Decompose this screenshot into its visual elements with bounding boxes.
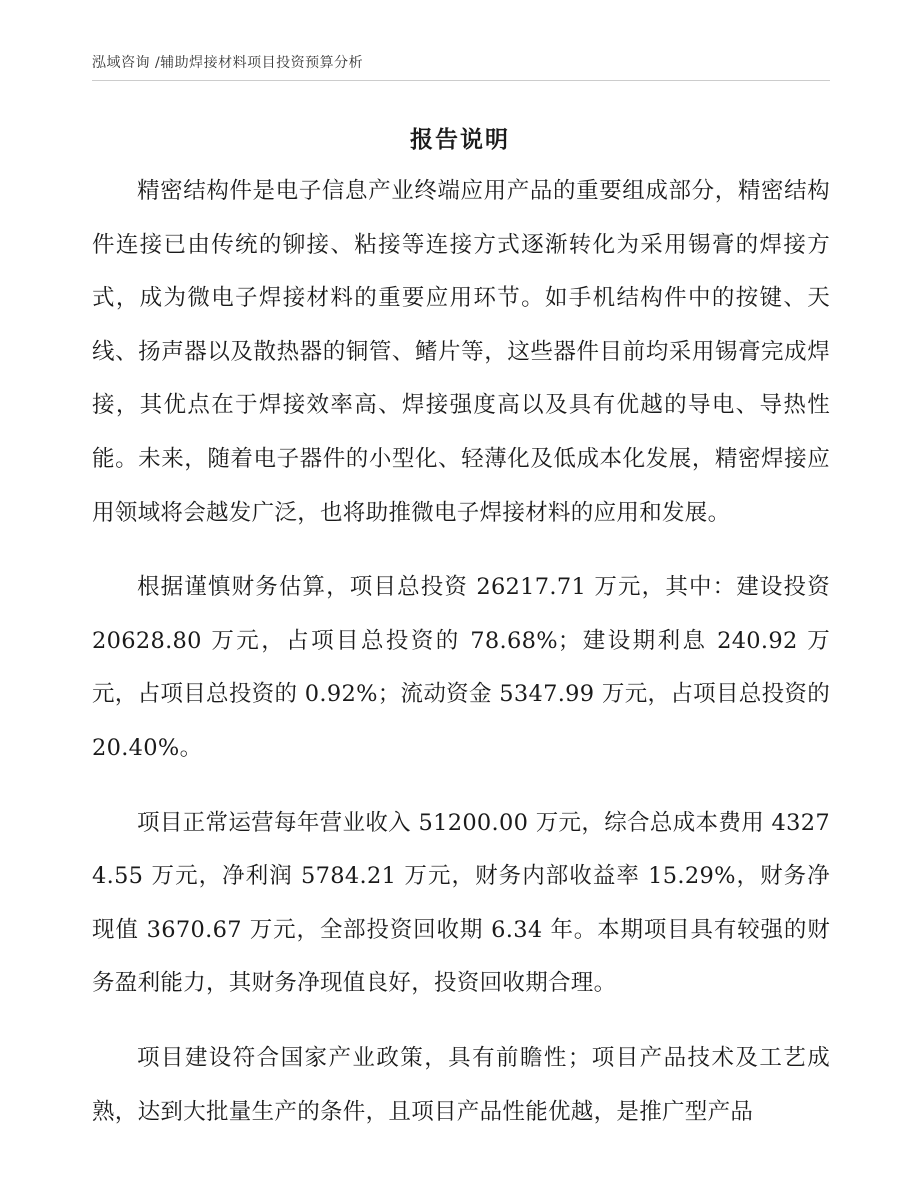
page-header: 泓域咨询 /辅助焊接材料项目投资预算分析 <box>92 55 364 71</box>
document-body <box>92 165 830 1160</box>
paragraph-policy-conformity: 项目建设符合国家产业政策，具有前瞻性；项目产品技术及工艺成熟，达到大批量生产的条件，且项目产品性能优越，是推广型产品 <box>92 1044 830 1125</box>
header-divider <box>92 80 830 81</box>
paragraph-financial-performance: 项目正常运营每年营业收入 51200.00 万元，综合总成本费用 43274.55 万元，净利润 5784.21 万元，财务内部收益率 15.29%，财务净现值 3670.67 万元，全部投资回收期 6.34 年。本期项目具有较强的财务盈利能力，其财务净现值良好，投资回收期合理。 <box>92 809 830 997</box>
paragraph-industry-background: 精密结构件是电子信息产业终端应用产品的重要组成部分，精密结构件连接已由传统的铆接、粘接等连接方式逐渐转化为采用锡膏的焊接方式，成为微电子焊接材料的重要应用环节。如手机结构件中的按键、天线、扬声器以及散热器的铜管、鳍片等，这些器件目前均采用锡膏完成焊接，其优点在于焊接效率高、焊接强度高以及具有优越的导电、导热性能。未来，随着电子器件的小型化、轻薄化及低成本化发展，精密焊接应用领域将会越发广泛，也将助推微电子焊接材料的应用和发展。 <box>92 178 830 526</box>
document-title: 报告说明 <box>410 126 510 153</box>
paragraph-investment-estimate: 根据谨慎财务估算，项目总投资 26217.71 万元，其中：建设投资 20628.80 万元，占项目总投资的 78.68%；建设期利息 240.92 万元，占项目总投资的 0.92%；流动资金 5347.99 万元，占项目总投资的 20.40%。 <box>92 574 830 761</box>
